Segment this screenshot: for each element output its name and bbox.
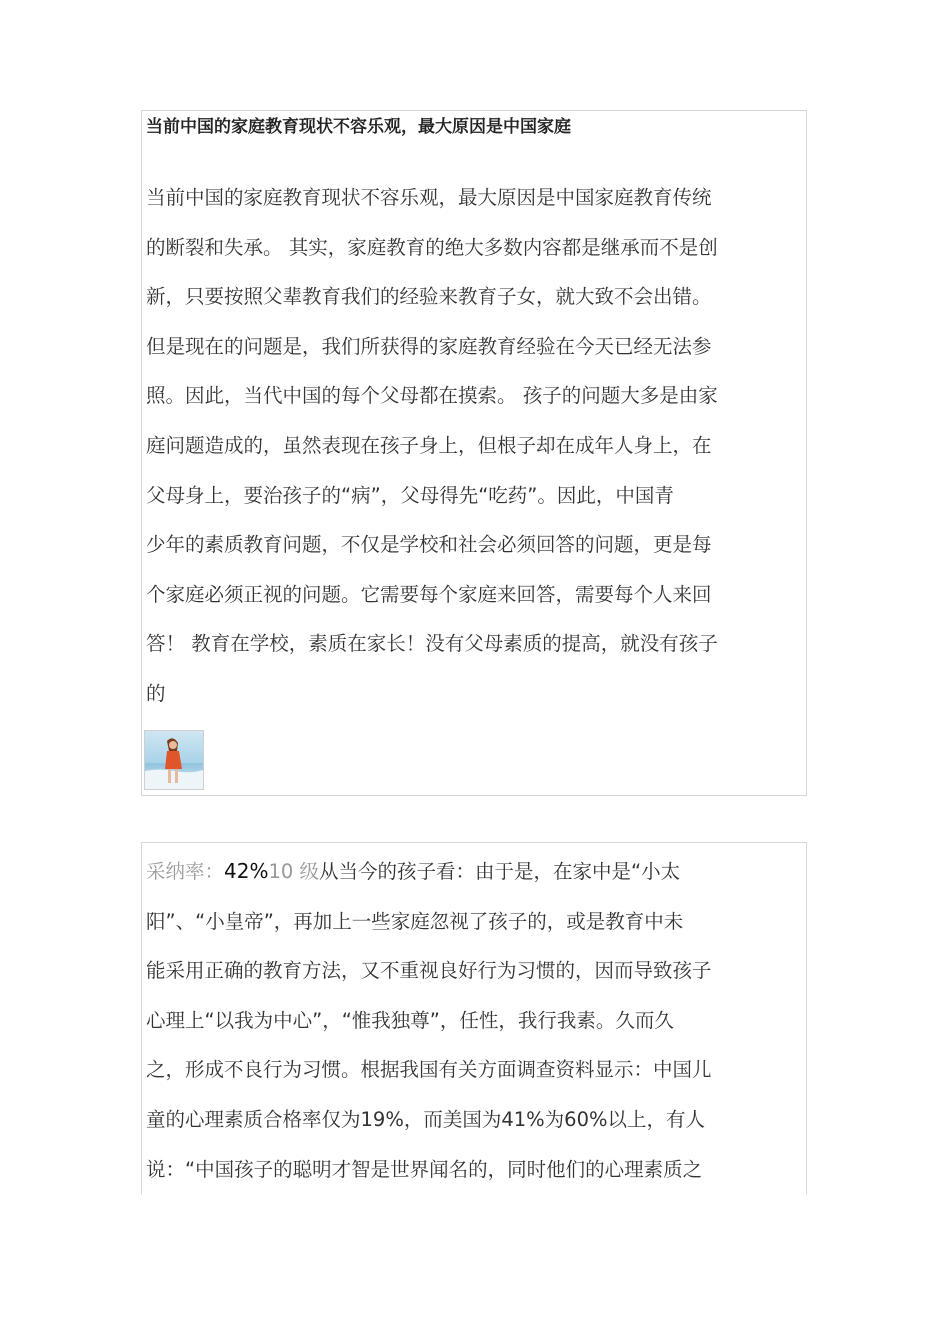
answer-first-line [146, 847, 806, 897]
girl-by-sea-image [145, 731, 203, 789]
body-line: 个家庭必须正视的问题。它需要每个家庭来回答，需要每个人来回 [146, 582, 712, 606]
answer-text-start: 从当今的孩子看：由于是，在家中是“小太 [318, 860, 681, 883]
answer-line: 说：“中国孩子的聪明才智是世界闻名的，同时他们的心理素质之 [146, 1157, 703, 1181]
answer-line: 心理上“以我为中心”，“惟我独尊”，任性，我行我素。久而久 [146, 1008, 674, 1032]
body-line: 新，只要按照父辈教育我们的经验来教育子女，就大致不会出错。 [146, 285, 712, 309]
body-line: 照。因此，当代中国的每个父母都在摸索。 孩子的问题大多是由家 [146, 384, 718, 408]
adoption-rate-label: 采纳率： [146, 860, 225, 883]
article-title: 当前中国的家庭教育现状不容乐观，最大原因是中国家庭 [146, 117, 571, 137]
body-line: 少年的素质教育问题，不仅是学校和社会必须回答的问题，更是每 [146, 533, 712, 557]
answer-body [146, 847, 806, 1194]
body-line: 父母身上，要治孩子的“病”，父母得先“吃药”。因此，中国青 [146, 483, 674, 507]
body-line: 的断裂和失承。 其实，家庭教育的绝大多数内容都是继承而不是创 [146, 235, 718, 259]
article-body [146, 173, 806, 719]
adoption-rate-value: 42% [224, 859, 269, 883]
body-line: 庭问题造成的，虽然表现在孩子身上，但根子却在成年人身上，在 [146, 433, 712, 457]
answer-line: 能采用正确的教育方法，又不重视良好行为习惯的，因而导致孩子 [146, 959, 712, 983]
body-line: 的 [146, 681, 166, 705]
body-line: 答！ 教育在学校，素质在家长！没有父母素质的提高，就没有孩子 [146, 632, 718, 656]
body-line: 但是现在的问题是，我们所获得的家庭教育经验在今天已经无法参 [146, 334, 712, 358]
article-card [141, 110, 807, 796]
answer-line: 阳”、“小皇帝”，再加上一些家庭忽视了孩子的，或是教育中未 [146, 909, 684, 933]
body-line: 当前中国的家庭教育现状不容乐观，最大原因是中国家庭教育传统 [146, 186, 712, 209]
answer-line: 童的心理素质合格率仅为19%，而美国为41%为60%以上，有人 [146, 1107, 706, 1131]
avatar-thumbnail[interactable] [144, 730, 204, 790]
answer-card [141, 842, 807, 1194]
user-level: 10 级 [268, 860, 319, 883]
answer-line: 之，形成不良行为习惯。根据我国有关方面调查资料显示：中国儿 [146, 1058, 712, 1082]
